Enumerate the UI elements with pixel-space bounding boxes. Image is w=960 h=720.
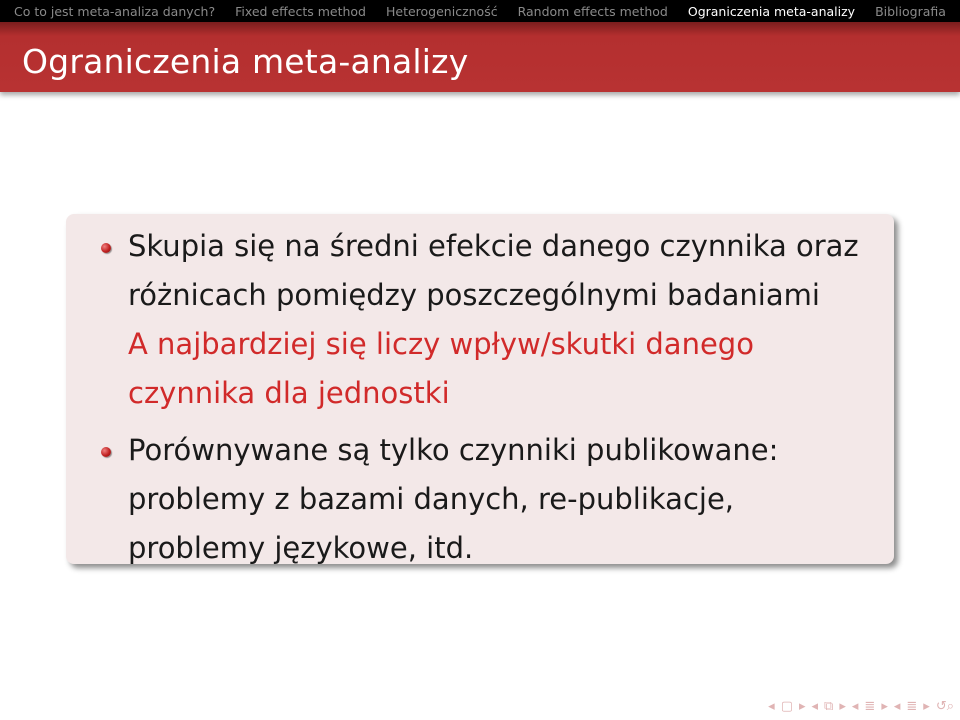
next-subsection-icon[interactable]: ▸ (881, 699, 888, 714)
next-section-icon[interactable]: ▸ (923, 699, 930, 714)
page-title: Ograniczenia meta-analizy (22, 42, 469, 81)
prev-section-icon[interactable]: ◂ (893, 699, 901, 714)
slide-icon[interactable]: ▢ (780, 699, 793, 714)
content-block (66, 214, 894, 564)
bullet-1-line-4: czynnika dla jednostki (128, 376, 450, 410)
bullet-item-2 (128, 426, 868, 573)
next-slide-icon[interactable]: ▸ (798, 699, 806, 714)
nav-item-fixed-effects[interactable]: Fixed effects method (235, 3, 366, 19)
bullet-list (128, 222, 868, 581)
section-icon[interactable]: ≣ (906, 699, 918, 714)
search-icon[interactable]: ↺⌕ (935, 699, 954, 714)
bullet-1-line-2: różnicach pomiędzy poszczególnymi badaniami (128, 278, 820, 312)
beamer-navigation-symbols (768, 699, 954, 714)
next-frame-icon[interactable]: ▸ (839, 699, 846, 714)
bullet-ball-icon (101, 243, 111, 253)
bullet-2-line-2: problemy z bazami danych, re-publikacje, (128, 482, 735, 516)
prev-frame-icon[interactable]: ◂ (811, 699, 819, 714)
nav-item-bibliografia[interactable]: Bibliografia (875, 3, 946, 19)
nav-item-random-effects[interactable]: Random effects method (517, 3, 668, 19)
prev-subsection-icon[interactable]: ◂ (851, 699, 859, 714)
bullet-2-line-3: problemy językowe, itd. (128, 531, 474, 565)
bullet-1-line-1: Skupia się na średni efekcie danego czynnika oraz (128, 229, 859, 263)
bullet-ball-icon (101, 447, 111, 457)
bullet-item-1 (128, 222, 868, 418)
nav-item-ograniczenia[interactable]: Ograniczenia meta-analizy (687, 3, 856, 19)
frame-title-bar (0, 22, 960, 92)
nav-item-heterogenicznosc[interactable]: Heterogeniczność (385, 3, 498, 19)
nav-item-co-to-jest[interactable]: Co to jest meta-analiza danych? (14, 3, 216, 19)
bullet-2-line-1: Porównywane są tylko czynniki publikowane: (128, 433, 779, 467)
prev-slide-icon[interactable]: ◂ (768, 699, 775, 714)
subsection-icon[interactable]: ≣ (864, 699, 876, 714)
bullet-1-line-3: A najbardziej się liczy wpływ/skutki danego (128, 327, 754, 361)
section-navigation-bar (0, 0, 960, 22)
frame-icon[interactable]: ⧉ (824, 699, 834, 714)
